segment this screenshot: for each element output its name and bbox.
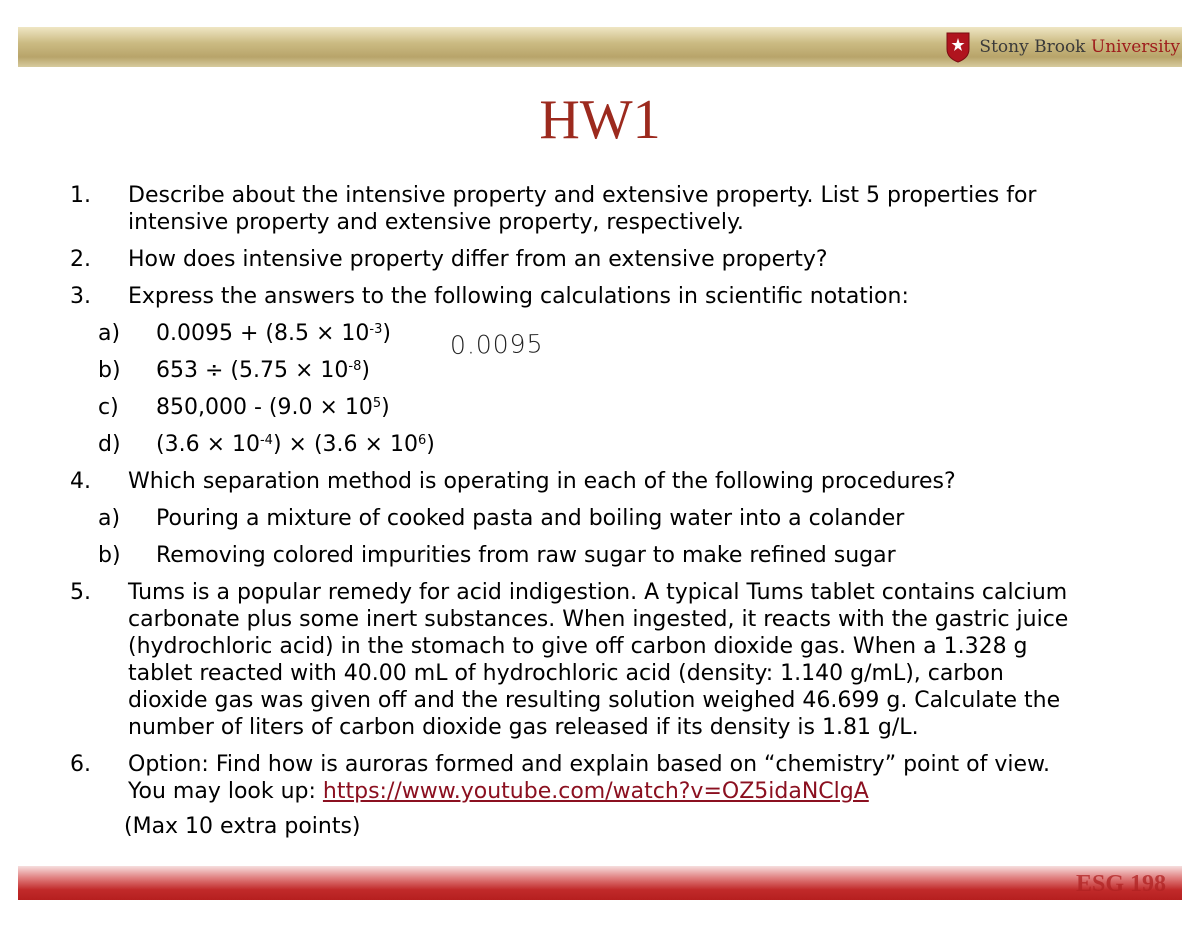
question-text-line: intensive property and extensive property, respectively.	[128, 210, 744, 235]
page-title: HW1	[539, 89, 661, 151]
header-bar	[18, 27, 1182, 67]
question-text-line: Describe about the intensive property and extensive property. List 5 properties for	[128, 183, 1037, 208]
question-number: 4.	[70, 469, 91, 494]
question-text-line: How does intensive property differ from an extensive property?	[128, 247, 828, 272]
sub-text: Pouring a mixture of cooked pasta and boiling water into a colander	[156, 506, 905, 531]
sub-question-3b	[70, 357, 1160, 384]
question-text-line: You may look up: https://www.youtube.com/watch?v=OZ5idaNClgA	[128, 779, 869, 804]
university-logo	[945, 30, 1180, 64]
question-2	[70, 246, 1160, 273]
shield-icon	[945, 31, 971, 63]
question-4	[70, 468, 1160, 495]
youtube-link[interactable]: https://www.youtube.com/watch?v=OZ5idaNClgA	[322, 779, 869, 804]
question-text-line: Tums is a popular remedy for acid indigestion. A typical Tums tablet contains calcium	[128, 580, 1068, 605]
sub-label: b)	[98, 543, 121, 568]
question-text-line: Express the answers to the following calculations in scientific notation:	[128, 284, 909, 309]
sub-label: d)	[98, 432, 121, 457]
question-list	[70, 182, 1160, 840]
sub-question-4b	[70, 542, 1160, 569]
course-code: ESG 198	[1075, 871, 1166, 897]
sub-question-3a	[70, 320, 1160, 347]
question-text-line: Which separation method is operating in each of the following procedures?	[128, 469, 956, 494]
handwritten-annotation: 0.0095	[449, 329, 544, 360]
question-text-line: tablet reacted with 40.00 mL of hydrochloric acid (density: 1.140 g/mL), carbon	[128, 661, 1004, 686]
extra-points-note: (Max 10 extra points)	[124, 814, 361, 839]
question-text-line: (hydrochloric acid) in the stomach to give off carbon dioxide gas. When a 1.328 g	[128, 634, 1028, 659]
question-3	[70, 283, 1160, 310]
sub-text: $0.0095 + (8.5 \times 10^{-3})$	[156, 321, 391, 346]
sub-question-4a	[70, 505, 1160, 532]
question-text-line: number of liters of carbon dioxide gas released if its density is 1.81 g/L.	[128, 715, 919, 740]
sub-label: a)	[98, 321, 121, 346]
sub-text: $653 \div (5.75 \times 10^{-8})$	[156, 358, 370, 383]
sub-question-3d	[70, 431, 1160, 458]
question-text-line: Option: Find how is auroras formed and explain based on “chemistry” point of view.	[128, 752, 1051, 777]
question-text-line: carbonate plus some inert substances. When ingested, it reacts with the gastric juice	[128, 607, 1069, 632]
question-number: 2.	[70, 247, 91, 272]
question-number: 1.	[70, 183, 91, 208]
sub-text: $850,000 - (9.0 \times 10^5)$	[156, 395, 390, 420]
sub-label: b)	[98, 358, 121, 383]
question-text-line: dioxide gas was given off and the resulting solution weighed 46.699 g. Calculate the	[128, 688, 1061, 713]
sub-text: $(3.6 \times 10^{-4}) \times (3.6 \times 10^6)$	[156, 432, 435, 457]
sub-question-3c	[70, 394, 1160, 421]
footer-bar	[18, 866, 1182, 900]
question-5	[70, 579, 1160, 741]
question-1	[70, 182, 1160, 236]
question-number: 5.	[70, 580, 91, 605]
sub-label: c)	[98, 395, 119, 420]
question-6	[70, 751, 1160, 805]
question-number: 6.	[70, 752, 91, 777]
logo-text: Stony Brook University	[979, 37, 1180, 57]
sub-label: a)	[98, 506, 121, 531]
sub-text: Removing colored impurities from raw sugar to make refined sugar	[156, 543, 896, 568]
question-number: 3.	[70, 284, 91, 309]
